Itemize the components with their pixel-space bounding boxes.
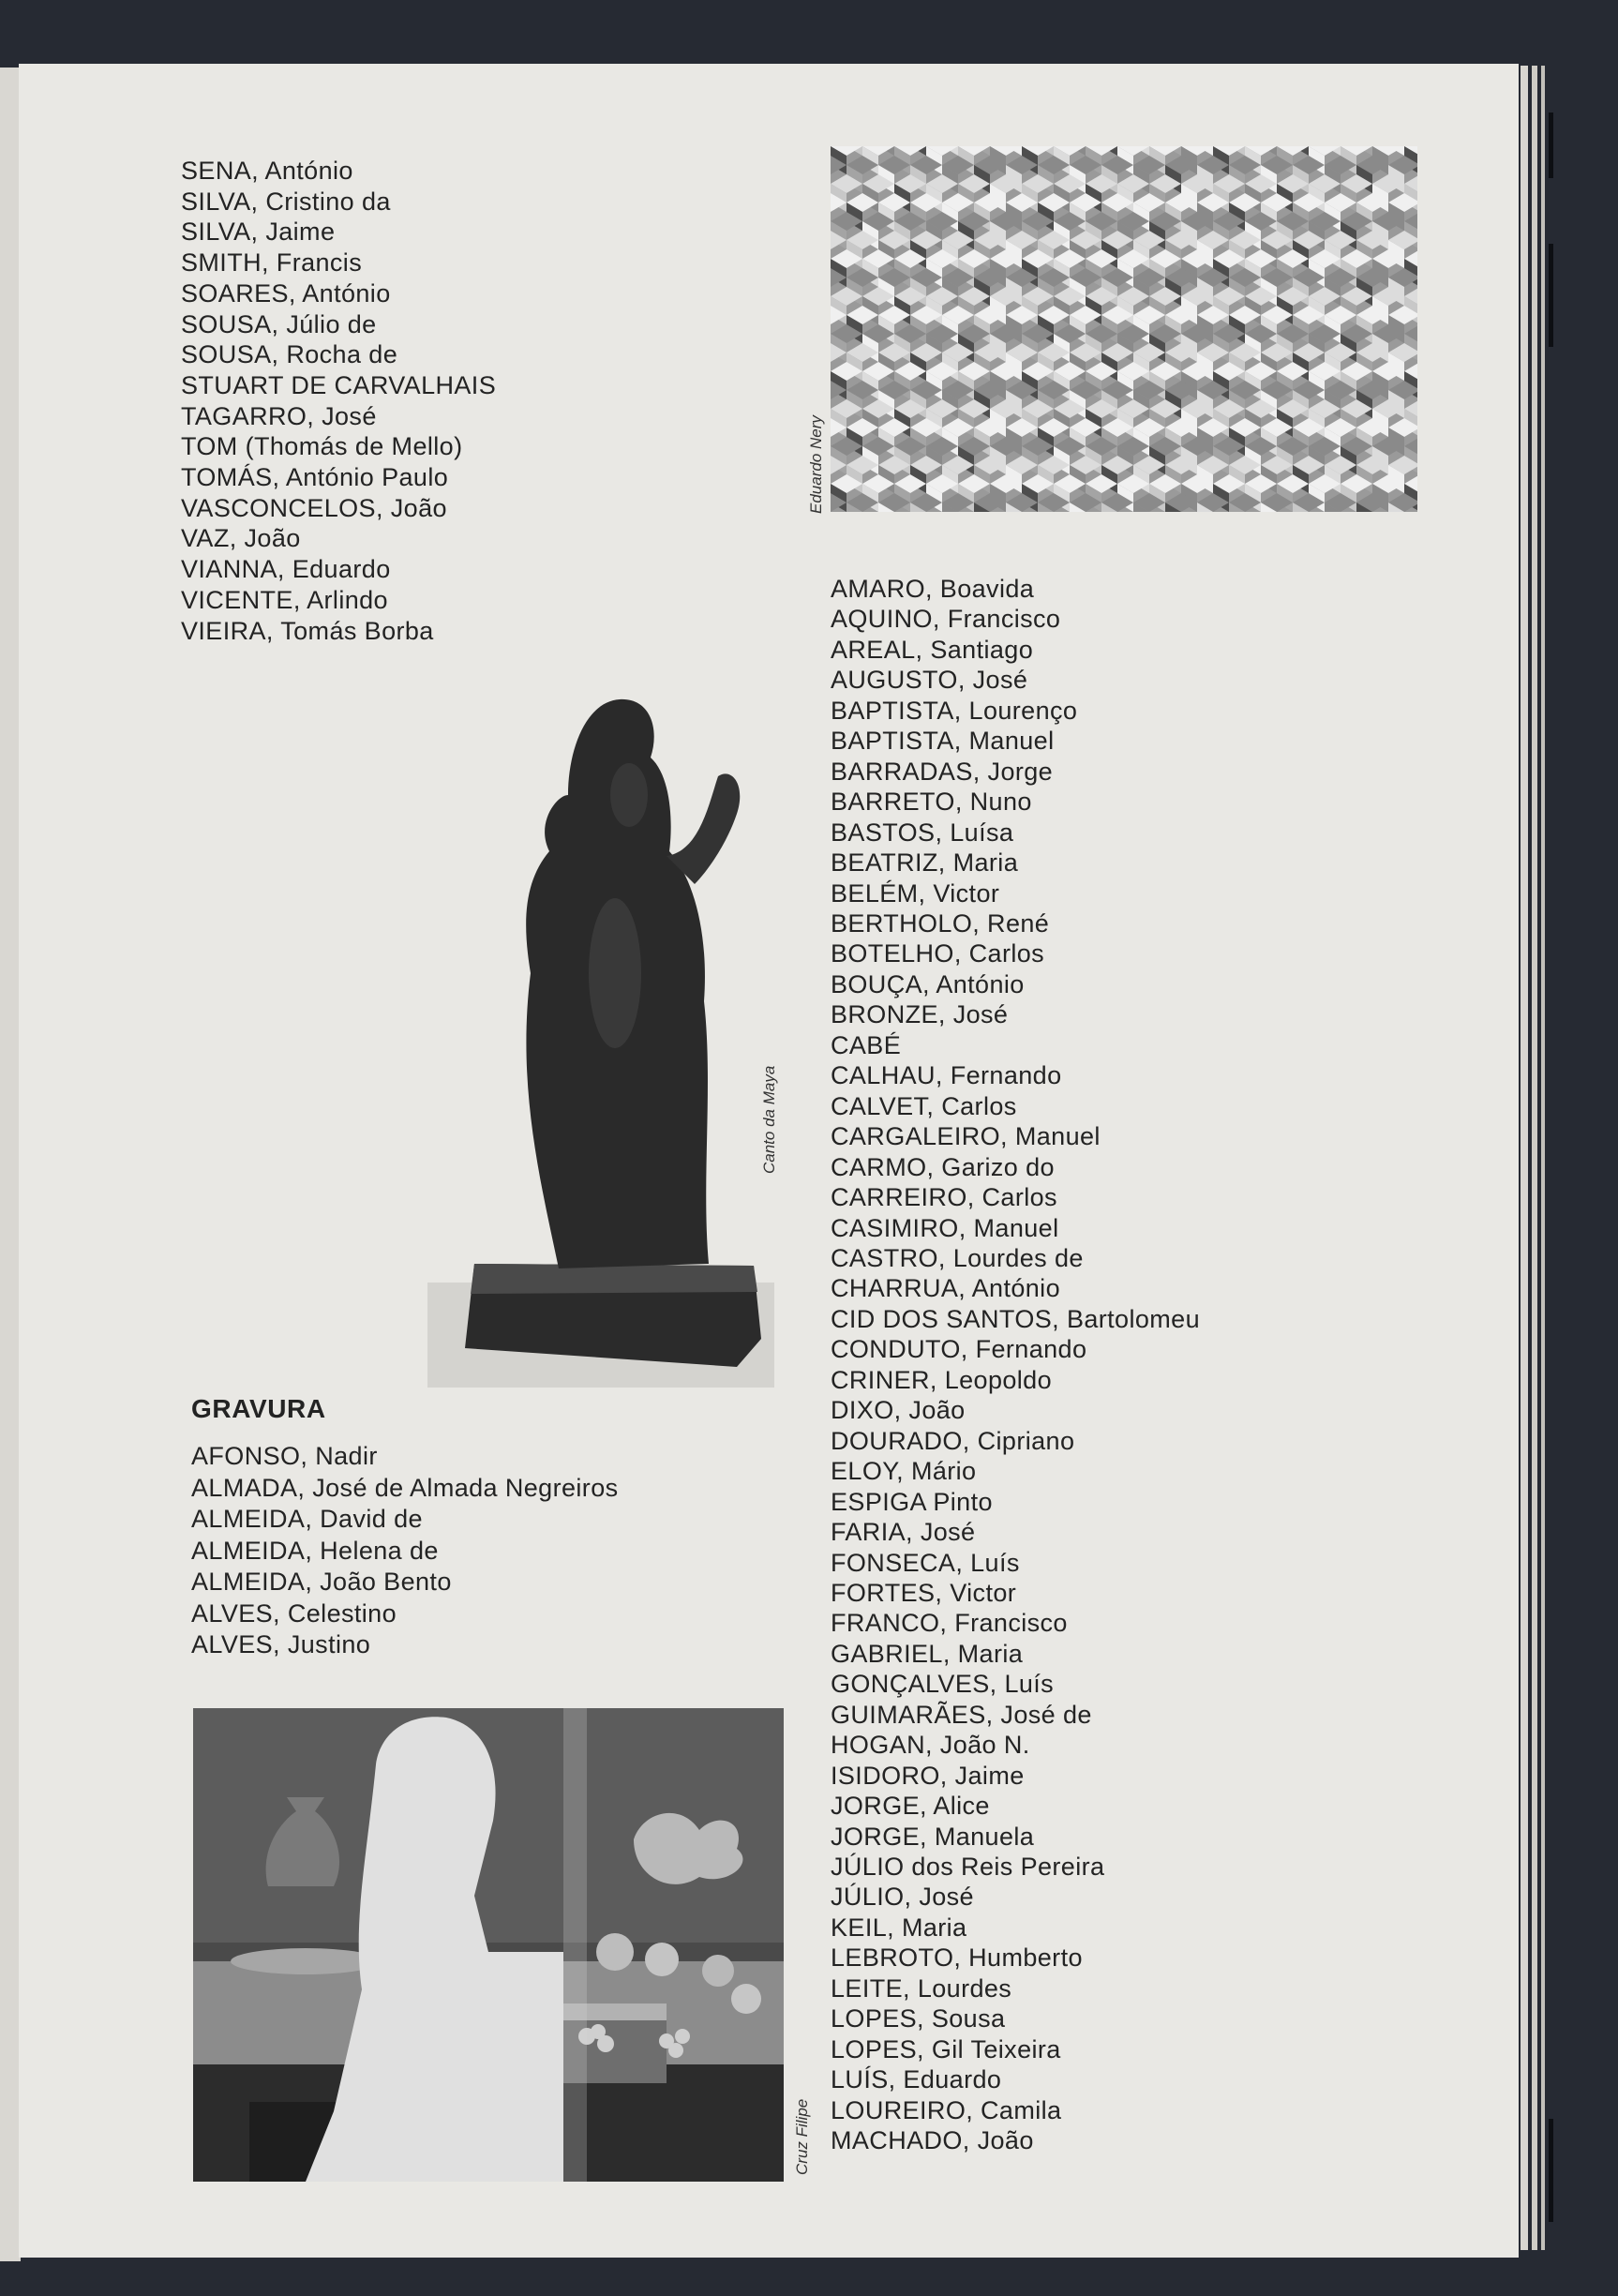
list-item: ISIDORO, Jaime bbox=[831, 1761, 1025, 1790]
list-item: AQUINO, Francisco bbox=[831, 605, 1061, 634]
list-item: CONDUTO, Fernando bbox=[831, 1335, 1087, 1364]
list-item: ALMADA, José de Almada Negreiros bbox=[191, 1473, 619, 1502]
list-item: CARREIRO, Carlos bbox=[831, 1183, 1057, 1212]
list-item: JORGE, Alice bbox=[831, 1792, 990, 1821]
list-item: GONÇALVES, Luís bbox=[831, 1670, 1055, 1699]
sculpture-figure bbox=[427, 692, 774, 1388]
list-item: ELOY, Mário bbox=[831, 1457, 977, 1486]
list-item: JORGE, Manuela bbox=[831, 1822, 1035, 1851]
list-item: KEIL, Maria bbox=[831, 1913, 967, 1942]
list-item: VIANNA, Eduardo bbox=[181, 555, 391, 584]
page-edge bbox=[1521, 66, 1528, 2250]
list-item: SMITH, Francis bbox=[181, 248, 363, 278]
geometric-artwork-image bbox=[831, 146, 1417, 512]
list-item: ALMEIDA, Helena de bbox=[191, 1536, 439, 1565]
list-item: CARMO, Garizo do bbox=[831, 1152, 1055, 1181]
list-item: JÚLIO, José bbox=[831, 1883, 974, 1912]
list-item: CALHAU, Fernando bbox=[831, 1061, 1062, 1090]
list-item: GABRIEL, Maria bbox=[831, 1639, 1024, 1668]
list-item: LOPES, Sousa bbox=[831, 2004, 1006, 2033]
list-item: LEITE, Lourdes bbox=[831, 1973, 1012, 2003]
list-item: TAGARRO, José bbox=[181, 401, 377, 430]
credit-still-life: Cruz Filipe bbox=[793, 2098, 811, 2175]
list-item: CRINER, Leopoldo bbox=[831, 1365, 1053, 1394]
list-item: FARIA, José bbox=[831, 1518, 976, 1547]
left-page-edge bbox=[0, 68, 21, 2261]
list-item: BRONZE, José bbox=[831, 1000, 1009, 1029]
list-item: BEATRIZ, Maria bbox=[831, 848, 1019, 878]
list-item: BELÉM, Victor bbox=[831, 878, 1000, 908]
list-item: SILVA, Jaime bbox=[181, 218, 336, 247]
artist-list-top bbox=[181, 156, 496, 646]
credit-geometric: Eduardo Nery bbox=[807, 415, 825, 514]
list-item: FORTES, Victor bbox=[831, 1578, 1017, 1607]
list-item: TOMÁS, António Paulo bbox=[181, 463, 449, 492]
list-item: CABÉ bbox=[831, 1030, 902, 1059]
page-edge bbox=[1532, 66, 1537, 2250]
list-item: STUART DE CARVALHAIS bbox=[181, 370, 497, 399]
binding-mark bbox=[1549, 2119, 1553, 2222]
list-item: BOTELHO, Carlos bbox=[831, 939, 1045, 968]
list-item: AREAL, Santiago bbox=[831, 635, 1034, 664]
list-item: CHARRUA, António bbox=[831, 1274, 1060, 1303]
list-item: VAZ, João bbox=[181, 524, 301, 553]
list-item: FRANCO, Francisco bbox=[831, 1609, 1068, 1638]
sculpture-image bbox=[427, 692, 774, 1388]
list-item: ALMEIDA, João Bento bbox=[191, 1568, 452, 1596]
geometric-pattern bbox=[831, 146, 1417, 512]
list-item: SILVA, Cristino da bbox=[181, 187, 391, 216]
list-item: BARRETO, Nuno bbox=[831, 788, 1032, 817]
list-item: ALVES, Justino bbox=[191, 1630, 371, 1658]
list-item: ALMEIDA, David de bbox=[191, 1505, 423, 1533]
binding-mark bbox=[1549, 113, 1553, 178]
list-item: ALVES, Celestino bbox=[191, 1598, 397, 1628]
still-life-image bbox=[193, 1708, 784, 2182]
list-item: AUGUSTO, José bbox=[831, 666, 1028, 695]
list-item: CASTRO, Lourdes de bbox=[831, 1243, 1084, 1272]
list-item: ESPIGA Pinto bbox=[831, 1487, 993, 1516]
list-item: VASCONCELOS, João bbox=[181, 493, 447, 522]
list-item: BAPTISTA, Lourenço bbox=[831, 696, 1078, 725]
list-item: LUÍS, Eduardo bbox=[831, 2065, 1002, 2094]
list-item: SOUSA, Rocha de bbox=[181, 340, 398, 369]
list-item: LOUREIRO, Camila bbox=[831, 2095, 1062, 2124]
still-life-scene bbox=[193, 1708, 784, 2182]
list-item: BASTOS, Luísa bbox=[831, 818, 1014, 847]
list-item: VIEIRA, Tomás Borba bbox=[181, 616, 434, 645]
list-item: CARGALEIRO, Manuel bbox=[831, 1122, 1101, 1151]
list-item: TOM (Thomás de Mello) bbox=[181, 432, 463, 461]
list-item: BARRADAS, Jorge bbox=[831, 757, 1054, 786]
list-item: BERTHOLO, René bbox=[831, 908, 1050, 938]
list-item: SENA, António bbox=[181, 157, 353, 185]
list-item: MACHADO, João bbox=[831, 2126, 1034, 2155]
list-item: DOURADO, Cipriano bbox=[831, 1426, 1075, 1455]
list-item: CALVET, Carlos bbox=[831, 1091, 1017, 1120]
binding-mark bbox=[1549, 244, 1553, 347]
credit-sculpture: Canto da Maya bbox=[760, 1065, 778, 1174]
artist-list-right bbox=[831, 574, 1200, 2156]
section-heading-gravura: GRAVURA bbox=[191, 1394, 326, 1423]
list-item: CASIMIRO, Manuel bbox=[831, 1213, 1059, 1242]
list-item: CID DOS SANTOS, Bartolomeu bbox=[831, 1304, 1201, 1333]
list-item: LEBROTO, Humberto bbox=[831, 1943, 1083, 1973]
list-item: HOGAN, João N. bbox=[831, 1731, 1030, 1760]
list-item: LOPES, Gil Teixeira bbox=[831, 2034, 1061, 2063]
list-item: DIXO, João bbox=[831, 1396, 966, 1425]
gravura-list bbox=[191, 1441, 619, 1661]
list-item: JÚLIO dos Reis Pereira bbox=[831, 1853, 1105, 1882]
list-item: BOUÇA, António bbox=[831, 969, 1025, 998]
list-item: AFONSO, Nadir bbox=[191, 1442, 378, 1470]
list-item: VICENTE, Arlindo bbox=[181, 585, 388, 614]
page-edge bbox=[1541, 66, 1545, 2250]
list-item: FONSECA, Luís bbox=[831, 1548, 1020, 1577]
list-item: SOUSA, Júlio de bbox=[181, 309, 377, 338]
list-item: SOARES, António bbox=[181, 278, 391, 308]
list-item: GUIMARÃES, José de bbox=[831, 1700, 1092, 1729]
list-item: AMARO, Boavida bbox=[831, 575, 1035, 603]
list-item: BAPTISTA, Manuel bbox=[831, 727, 1055, 756]
